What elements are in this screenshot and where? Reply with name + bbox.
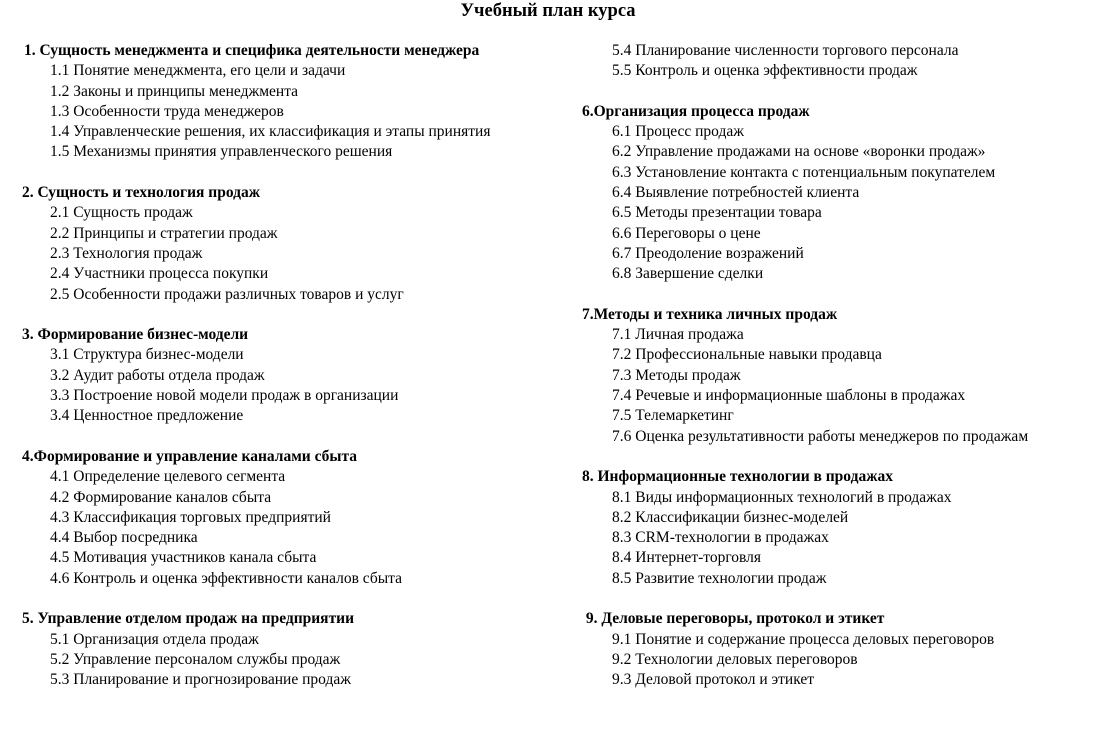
list-item: 3.4 Ценностное предложение bbox=[50, 407, 244, 425]
list-item: 5.5 Контроль и оценка эффективности продаж bbox=[612, 62, 918, 80]
list-item: 7.3 Методы продаж bbox=[612, 366, 741, 384]
section-title: 5. Управление отделом продаж на предприятии bbox=[22, 610, 355, 628]
list-item: 4.5 Мотивация участников канала сбыта bbox=[50, 549, 317, 567]
section-1 bbox=[20, 41, 530, 163]
section-title: 8. Информационные технологии в продажах bbox=[582, 468, 893, 486]
list-item: 1.3 Особенности труда менеджеров bbox=[50, 102, 284, 120]
right-column bbox=[582, 41, 1096, 691]
list-item: 6.7 Преодоление возражений bbox=[612, 244, 804, 262]
list-item: 8.1 Виды информационных технологий в продажах bbox=[612, 488, 952, 506]
list-item: 1.4 Управленческие решения, их классификация и этапы принятия bbox=[50, 123, 491, 141]
list-item: 7.4 Речевые и информационные шаблоны в продажах bbox=[612, 387, 966, 405]
section-title: 9. Деловые переговоры, протокол и этикет bbox=[582, 610, 885, 628]
list-item: 6.4 Выявление потребностей клиента bbox=[612, 184, 860, 202]
list-item: 2.4 Участники процесса покупки bbox=[50, 265, 269, 283]
section-6 bbox=[582, 102, 1096, 285]
list-item: 7.1 Личная продажа bbox=[612, 326, 744, 344]
list-item: 8.4 Интернет-торговля bbox=[612, 549, 762, 567]
list-item: 2.2 Принципы и стратегии продаж bbox=[50, 224, 278, 242]
list-item: 6.6 Переговоры о цене bbox=[612, 224, 761, 242]
section-title: 1. Сущность менеджмента и специфика деятельности менеджера bbox=[24, 42, 480, 59]
list-item: 2.1 Сущность продаж bbox=[50, 204, 193, 222]
list-item: 4.2 Формирование каналов сбыта bbox=[50, 488, 272, 506]
list-item: 6.1 Процесс продаж bbox=[612, 123, 744, 141]
list-item: 8.5 Развитие технологии продаж bbox=[612, 569, 827, 587]
list-item: 4.3 Классификация торговых предприятий bbox=[50, 508, 331, 526]
list-item: 7.2 Профессиональные навыки продавца bbox=[612, 346, 882, 364]
section-title: 7.Методы и техника личных продаж bbox=[582, 305, 838, 323]
section-5-continued bbox=[582, 41, 1096, 82]
list-item: 2.3 Технология продаж bbox=[50, 244, 203, 262]
list-item: 8.3 CRM-технологии в продажах bbox=[612, 529, 829, 547]
list-item: 6.2 Управление продажами на основе «воронки продаж» bbox=[612, 143, 986, 161]
section-title: 4.Формирование и управление каналами сбыта bbox=[22, 447, 358, 465]
list-item: 9.1 Понятие и содержание процесса деловых переговоров bbox=[612, 630, 995, 648]
section-7 bbox=[582, 305, 1096, 447]
list-item: 1.1 Понятие менеджмента, его цели и задачи bbox=[50, 62, 346, 80]
section-3 bbox=[20, 325, 530, 426]
section-9 bbox=[582, 609, 1096, 690]
list-item: 7.5 Телемаркетинг bbox=[612, 407, 734, 425]
section-4 bbox=[20, 447, 530, 589]
list-item: 5.4 Планирование численности торгового персонала bbox=[612, 42, 959, 59]
left-column bbox=[20, 41, 530, 691]
list-item: 3.3 Построение новой модели продаж в организации bbox=[50, 387, 399, 405]
section-title: 6.Организация процесса продаж bbox=[582, 102, 810, 120]
list-item: 5.3 Планирование и прогнозирование продаж bbox=[50, 671, 351, 689]
list-item: 6.3 Установление контакта с потенциальным покупателем bbox=[612, 163, 996, 181]
section-title: 2. Сущность и технология продаж bbox=[22, 184, 260, 202]
section-title: 3. Формирование бизнес-модели bbox=[22, 326, 249, 344]
list-item: 7.6 Оценка результативности работы менеджеров по продажам bbox=[612, 427, 1029, 445]
list-item: 6.8 Завершение сделки bbox=[612, 265, 764, 283]
section-5 bbox=[20, 609, 530, 690]
list-item: 6.5 Методы презентации товара bbox=[612, 204, 822, 222]
list-item: 1.2 Законы и принципы менеджмента bbox=[50, 82, 299, 100]
list-item: 2.5 Особенности продажи различных товаров и услуг bbox=[50, 285, 404, 303]
list-item: 3.2 Аудит работы отдела продаж bbox=[50, 366, 265, 384]
list-item: 5.2 Управление персоналом службы продаж bbox=[50, 650, 341, 668]
list-item: 4.4 Выбор посредника bbox=[50, 529, 198, 547]
list-item: 5.1 Организация отдела продаж bbox=[50, 630, 259, 648]
list-item: 8.2 Классификации бизнес-моделей bbox=[612, 508, 849, 526]
section-8 bbox=[582, 467, 1096, 589]
list-item: 4.1 Определение целевого сегмента bbox=[50, 468, 286, 486]
section-2 bbox=[20, 183, 530, 305]
list-item: 1.5 Механизмы принятия управленческого решения bbox=[50, 143, 393, 161]
list-item: 9.3 Деловой протокол и этикет bbox=[612, 671, 815, 689]
list-item: 3.1 Структура бизнес-модели bbox=[50, 346, 244, 364]
list-item: 9.2 Технологии деловых переговоров bbox=[612, 650, 858, 668]
list-item: 4.6 Контроль и оценка эффективности каналов сбыта bbox=[50, 569, 403, 587]
page-title: Учебный план курса bbox=[460, 1, 636, 21]
